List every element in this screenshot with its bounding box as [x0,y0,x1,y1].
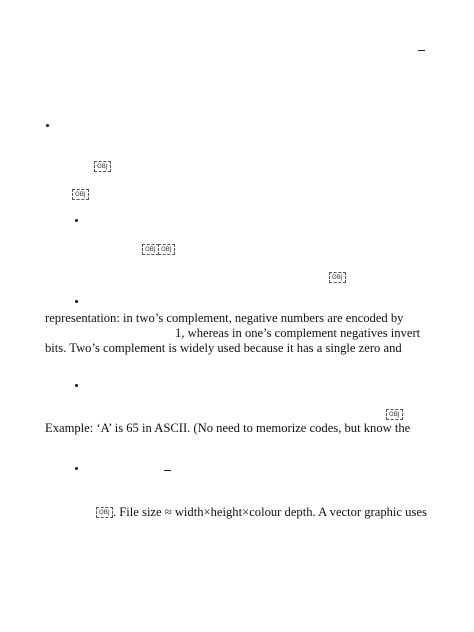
body-text-line: . File size ≈ width×height×colour depth. A vector graphic uses [113,505,427,519]
bullet-point [75,300,78,303]
object-placeholder-icon [142,244,159,255]
body-text-line: bits. Two’s complement is widely used because it has a single zero and [45,341,402,355]
object-placeholder-icon [72,189,89,200]
object-placeholder-icon [386,409,403,420]
object-placeholder-icon [329,272,346,283]
body-text-line: 1, whereas in one’s complement negatives invert [175,326,421,340]
object-placeholder-icon [158,244,175,255]
dash-mark [164,470,171,471]
body-text-line: representation: in two’s complement, negative numbers are encoded by [45,311,404,325]
object-placeholder-icon [94,161,111,172]
body-text-line: Example: ‘A’ is 65 in ASCII. (No need to memorize codes, but know the [45,421,411,435]
bullet-point [75,384,78,387]
dash-mark [418,50,425,51]
bullet-point [75,219,78,222]
bullet-point [75,467,78,470]
bullet-point [46,124,49,127]
object-placeholder-icon [96,507,113,518]
